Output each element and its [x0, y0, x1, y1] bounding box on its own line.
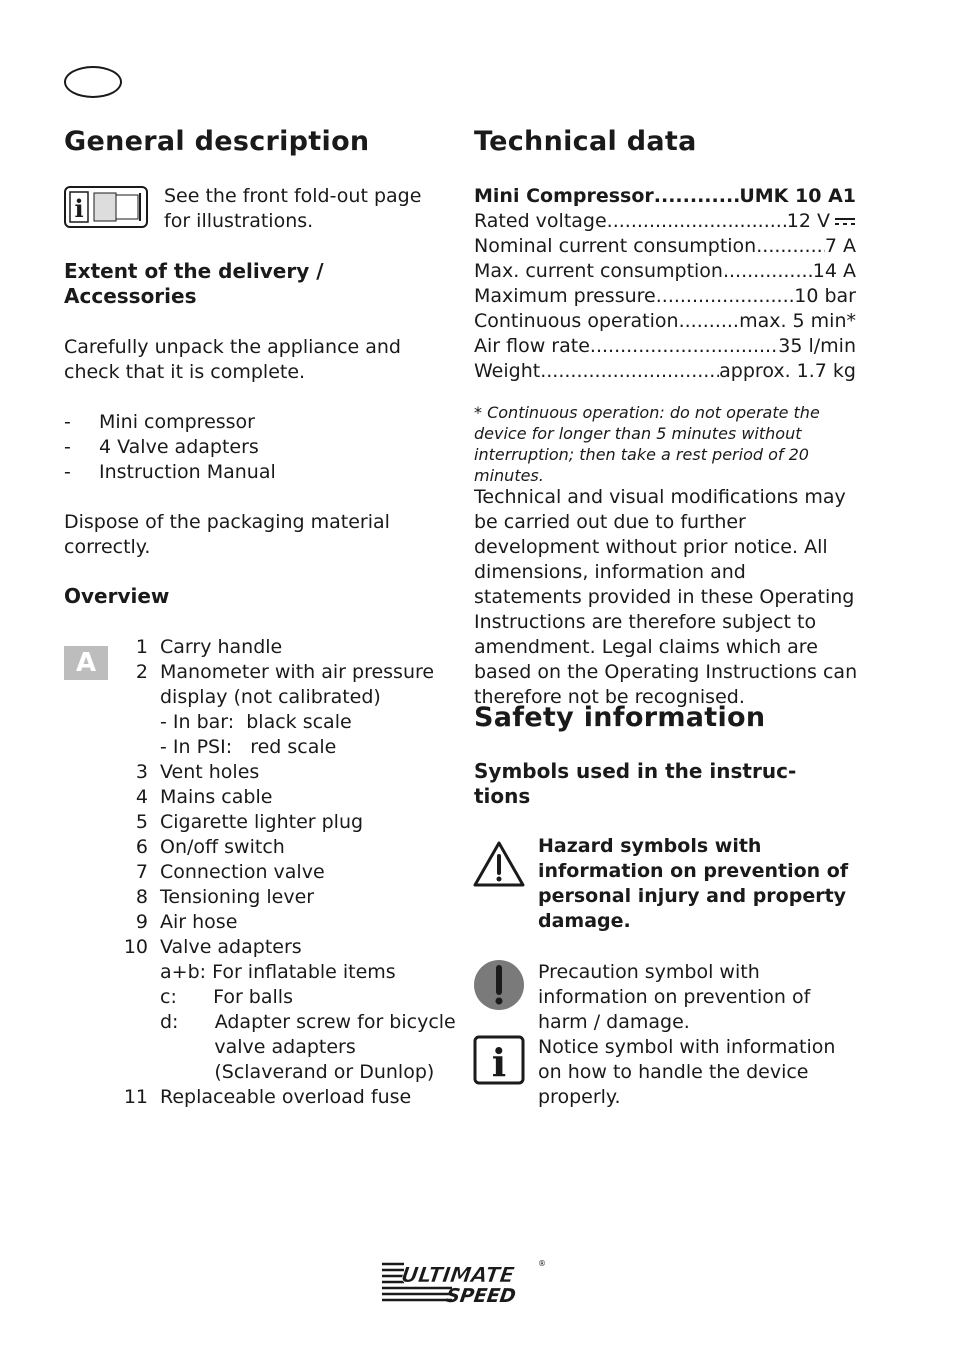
dispose-text: Dispose of the packaging material correctly. [64, 511, 390, 558]
list-item [98, 935, 458, 960]
item-number [98, 1010, 160, 1035]
list-item [98, 885, 458, 910]
item-number [98, 1035, 160, 1060]
list-item-text: Mini compressor [99, 411, 255, 433]
list-item [98, 810, 458, 835]
info-foldout-icon [64, 186, 148, 228]
item-text: (Sclaverand or Dunlop) [160, 1061, 435, 1083]
list-item [98, 635, 458, 660]
list-item [98, 660, 458, 685]
item-text: - In PSI: red scale [160, 736, 337, 758]
overview-list [98, 635, 458, 1110]
item-text: Connection valve [160, 861, 325, 883]
delivery-heading-line1: Extent of the delivery / [64, 259, 324, 283]
item-text: Air hose [160, 911, 238, 933]
list-item [98, 860, 458, 885]
list-item [98, 835, 458, 860]
item-number [98, 1060, 160, 1085]
list-item-text: 4 Valve adapters [99, 436, 259, 458]
foldout-text: See the front fold-out page for illustrations. [164, 185, 422, 232]
delivery-heading [64, 259, 324, 309]
item-number: 8 [135, 886, 148, 908]
item-number: 1 [135, 636, 148, 658]
item-number: 10 [123, 936, 148, 958]
tech-label: Continuous operation [474, 310, 679, 332]
item-text: Carry handle [160, 636, 283, 658]
item-text: display (not calibrated) [160, 686, 381, 708]
tech-row [474, 359, 856, 384]
tech-row-model [474, 184, 856, 209]
tech-row [474, 209, 856, 234]
list-item [98, 1060, 458, 1085]
list-item [98, 785, 458, 810]
list-item [98, 960, 458, 985]
list-item [98, 1010, 458, 1035]
item-text: Vent holes [160, 761, 260, 783]
footnote: * Continuous operation: do not operate the device for longer than 5 minutes without interruption; then take a rest period of 20 minutes. [474, 403, 820, 485]
svg-text:ULTIMATE: ULTIMATE [399, 1262, 517, 1287]
svg-text:i: i [74, 194, 84, 223]
item-text: On/off switch [160, 836, 285, 858]
svg-text:i: i [491, 1040, 507, 1085]
tech-value: 10 bar [794, 285, 856, 307]
tech-row [474, 259, 856, 284]
item-number [98, 685, 160, 710]
list-item [98, 1085, 458, 1110]
warning-triangle-icon [473, 840, 525, 888]
technical-data-title: Technical data [474, 126, 697, 157]
exclamation-circle-icon [473, 959, 525, 1011]
list-item-text: Instruction Manual [99, 461, 276, 483]
language-badge [64, 66, 122, 98]
item-text: - In bar: black scale [160, 711, 352, 733]
item-text: d: Adapter screw for bicycle [160, 1011, 456, 1033]
item-text: c: For balls [160, 986, 293, 1008]
overview-badge: A [64, 646, 108, 680]
tech-value: approx. 1.7 kg [719, 360, 856, 382]
tech-value: max. 5 min* [739, 310, 856, 332]
item-number: 7 [135, 861, 148, 883]
list-item [98, 1035, 458, 1060]
symbols-heading-line2: tions [474, 784, 531, 808]
tech-value: 14 A [812, 260, 856, 282]
tech-value: 7 A [824, 235, 856, 257]
modifications-text: Technical and visual modifications may be carried out due to further development without prior notice. All dimensions, information and statements provided in these Operating Instructions are therefore subject to amendment. Legal claims which are based on the Operating Instructions can therefore not be recognised. [474, 486, 858, 708]
item-number: 2 [135, 661, 148, 683]
item-number [98, 735, 160, 760]
tech-value: 35 l/min [778, 335, 856, 357]
tech-row [474, 284, 856, 309]
tech-row [474, 234, 856, 259]
tech-label: Nominal current consumption [474, 235, 757, 257]
item-number [98, 710, 160, 735]
safety-information-title: Safety information [474, 702, 766, 733]
svg-text:SPEED: SPEED [444, 1284, 518, 1306]
item-number [98, 985, 160, 1010]
delivery-heading-line2: Accessories [64, 284, 197, 308]
ultimate-speed-logo [382, 1256, 548, 1306]
symbols-heading-line1: Symbols used in the instruc- [474, 759, 797, 783]
tech-label: Rated voltage [474, 210, 607, 232]
symbols-heading [474, 759, 796, 809]
tech-label: Mini Compressor [474, 185, 654, 207]
precaution-text: Precaution symbol with information on prevention of harm / damage. [538, 961, 811, 1033]
list-item: - Mini compressor [64, 411, 255, 433]
unpack-text: Carefully unpack the appliance and check that it is complete. [64, 336, 401, 383]
hazard-text: Hazard symbols with information on prevention of personal injury and property damage. [538, 835, 849, 932]
item-number: 9 [135, 911, 148, 933]
item-number: 6 [135, 836, 148, 858]
tech-table [474, 184, 856, 384]
info-box-icon [473, 1035, 525, 1085]
list-item: - Instruction Manual [64, 461, 276, 483]
list-item [98, 710, 458, 735]
svg-text:®: ® [538, 1259, 546, 1268]
item-number [98, 960, 160, 985]
list-item [98, 760, 458, 785]
item-text: Valve adapters [160, 936, 302, 958]
item-text: Cigarette lighter plug [160, 811, 364, 833]
item-text: Manometer with air pressure [160, 661, 435, 683]
tech-row [474, 309, 856, 334]
tech-label: Maximum pressure [474, 285, 656, 307]
item-number: 5 [135, 811, 148, 833]
tech-label: Max. current consumption [474, 260, 723, 282]
dc-symbol-icon [834, 209, 856, 234]
item-number: 3 [135, 761, 148, 783]
list-item [98, 985, 458, 1010]
list-item [98, 685, 458, 710]
item-text: Replaceable overload fuse [160, 1086, 412, 1108]
list-item [98, 910, 458, 935]
list-item [98, 735, 458, 760]
item-text: a+b: For inflatable items [160, 961, 396, 983]
tech-label: Weight [474, 360, 541, 382]
item-number: 4 [135, 786, 148, 808]
general-description-title: General description [64, 126, 370, 157]
item-text: Tensioning lever [160, 886, 315, 908]
tech-value: 12 V [786, 210, 830, 232]
tech-label: Air flow rate [474, 335, 590, 357]
item-text: Mains cable [160, 786, 273, 808]
notice-text: Notice symbol with information on how to handle the device properly. [538, 1036, 836, 1108]
tech-row [474, 334, 856, 359]
overview-heading: Overview [64, 584, 170, 608]
delivery-list [64, 410, 444, 485]
list-item: - 4 Valve adapters [64, 436, 259, 458]
item-text: valve adapters [160, 1036, 356, 1058]
tech-value: UMK 10 A1 [739, 185, 856, 207]
item-number: 11 [123, 1086, 148, 1108]
